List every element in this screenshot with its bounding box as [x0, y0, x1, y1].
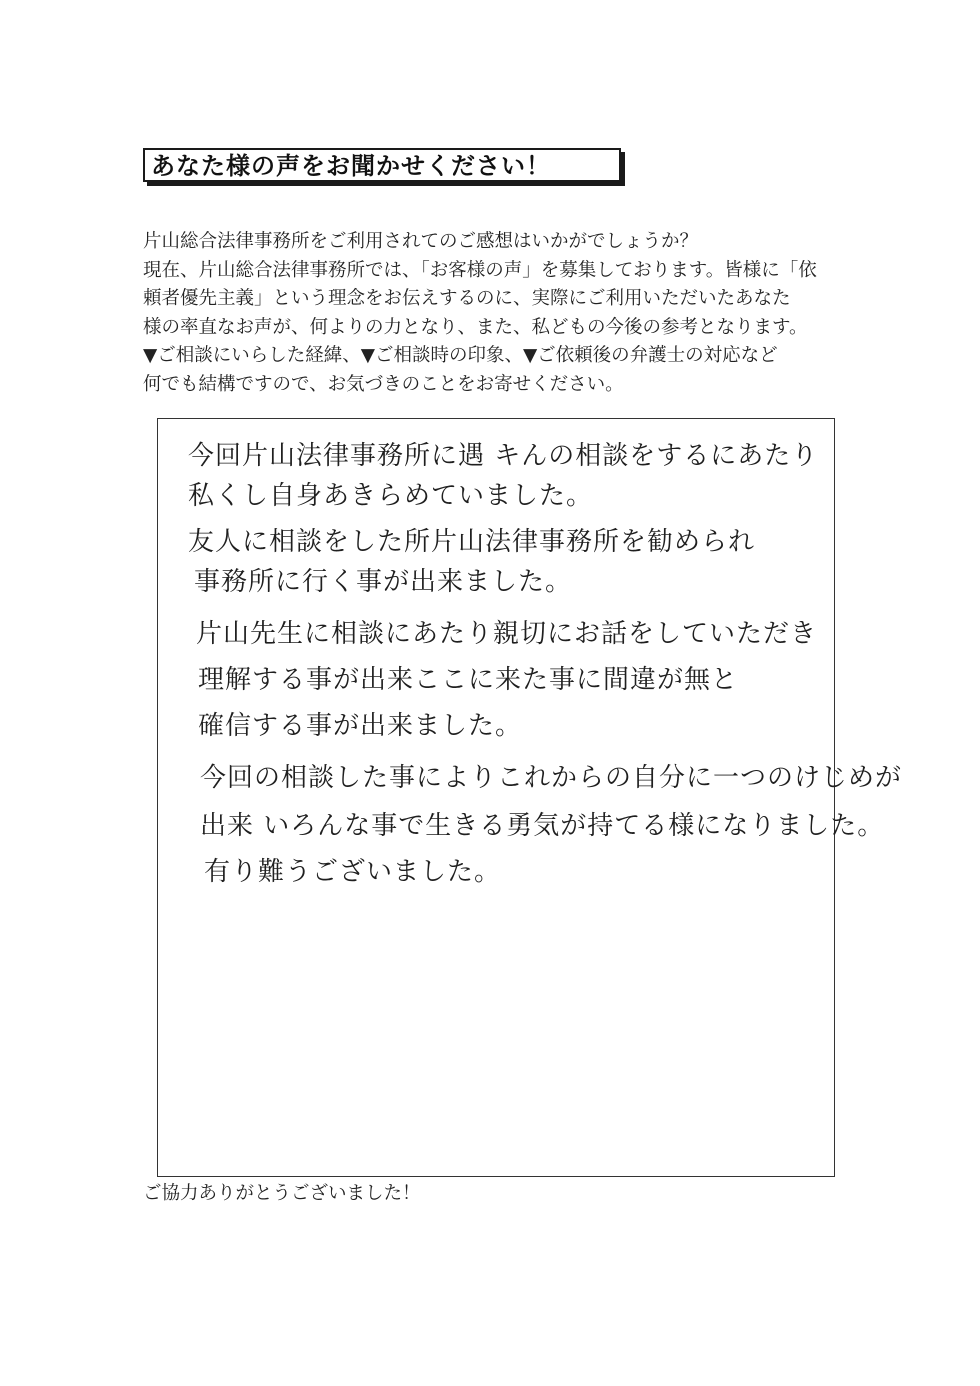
handwritten-line: 確信する事が出来ました。: [198, 711, 523, 741]
handwritten-line: 今回片山法律事務所に遇 キんの相談をするにあたり: [188, 441, 819, 471]
intro-line: ▼ご相談にいらした経緯、▼ご相談時の印象、▼ご依頼後の弁護士の対応など: [143, 345, 778, 366]
intro-line: 頼者優先主義」という理念をお伝えするのに、実際にご利用いただいたあなた: [143, 288, 791, 309]
handwritten-line: 事務所に行く事が出来ました。: [194, 567, 573, 597]
handwritten-line: 友人に相談をした所片山法律事務所を勧められ: [188, 527, 756, 557]
intro-line: 何でも結構ですので、お気づきのことをお寄せください。: [143, 373, 624, 395]
handwritten-line: 私くし自身あきらめていました。: [188, 481, 594, 511]
page-title: あなた様の声をお聞かせください！: [151, 152, 551, 180]
handwritten-line: 理解する事が出来ここに来た事に間違が無と: [198, 665, 739, 695]
comment-box: [157, 418, 903, 1177]
handwritten-line: 出来 いろんな事で生きる勇気が持てる様になりました。: [200, 811, 885, 841]
handwritten-line: 今回の相談した事によりこれからの自分に一つのけじめが: [200, 763, 903, 793]
handwritten-line: 有り難うございました。: [204, 857, 502, 887]
intro-line: 様の率直なお声が、何よりの力となり、また、私どもの今後の参考となります。: [143, 316, 808, 338]
intro-line: 現在、片山総合法律事務所では、「お客様の声」を募集しております。皆様に「依: [143, 259, 817, 281]
closing-message: ご協力ありがとうございました！: [143, 1183, 421, 1204]
intro-paragraph: [143, 228, 863, 399]
intro-line: 片山総合法律事務所をご利用されてのご感想はいかがでしょうか？: [143, 231, 699, 252]
heading-box: [143, 148, 621, 182]
handwritten-line: 片山先生に相談にあたり親切にお話をしていただき: [196, 619, 818, 649]
